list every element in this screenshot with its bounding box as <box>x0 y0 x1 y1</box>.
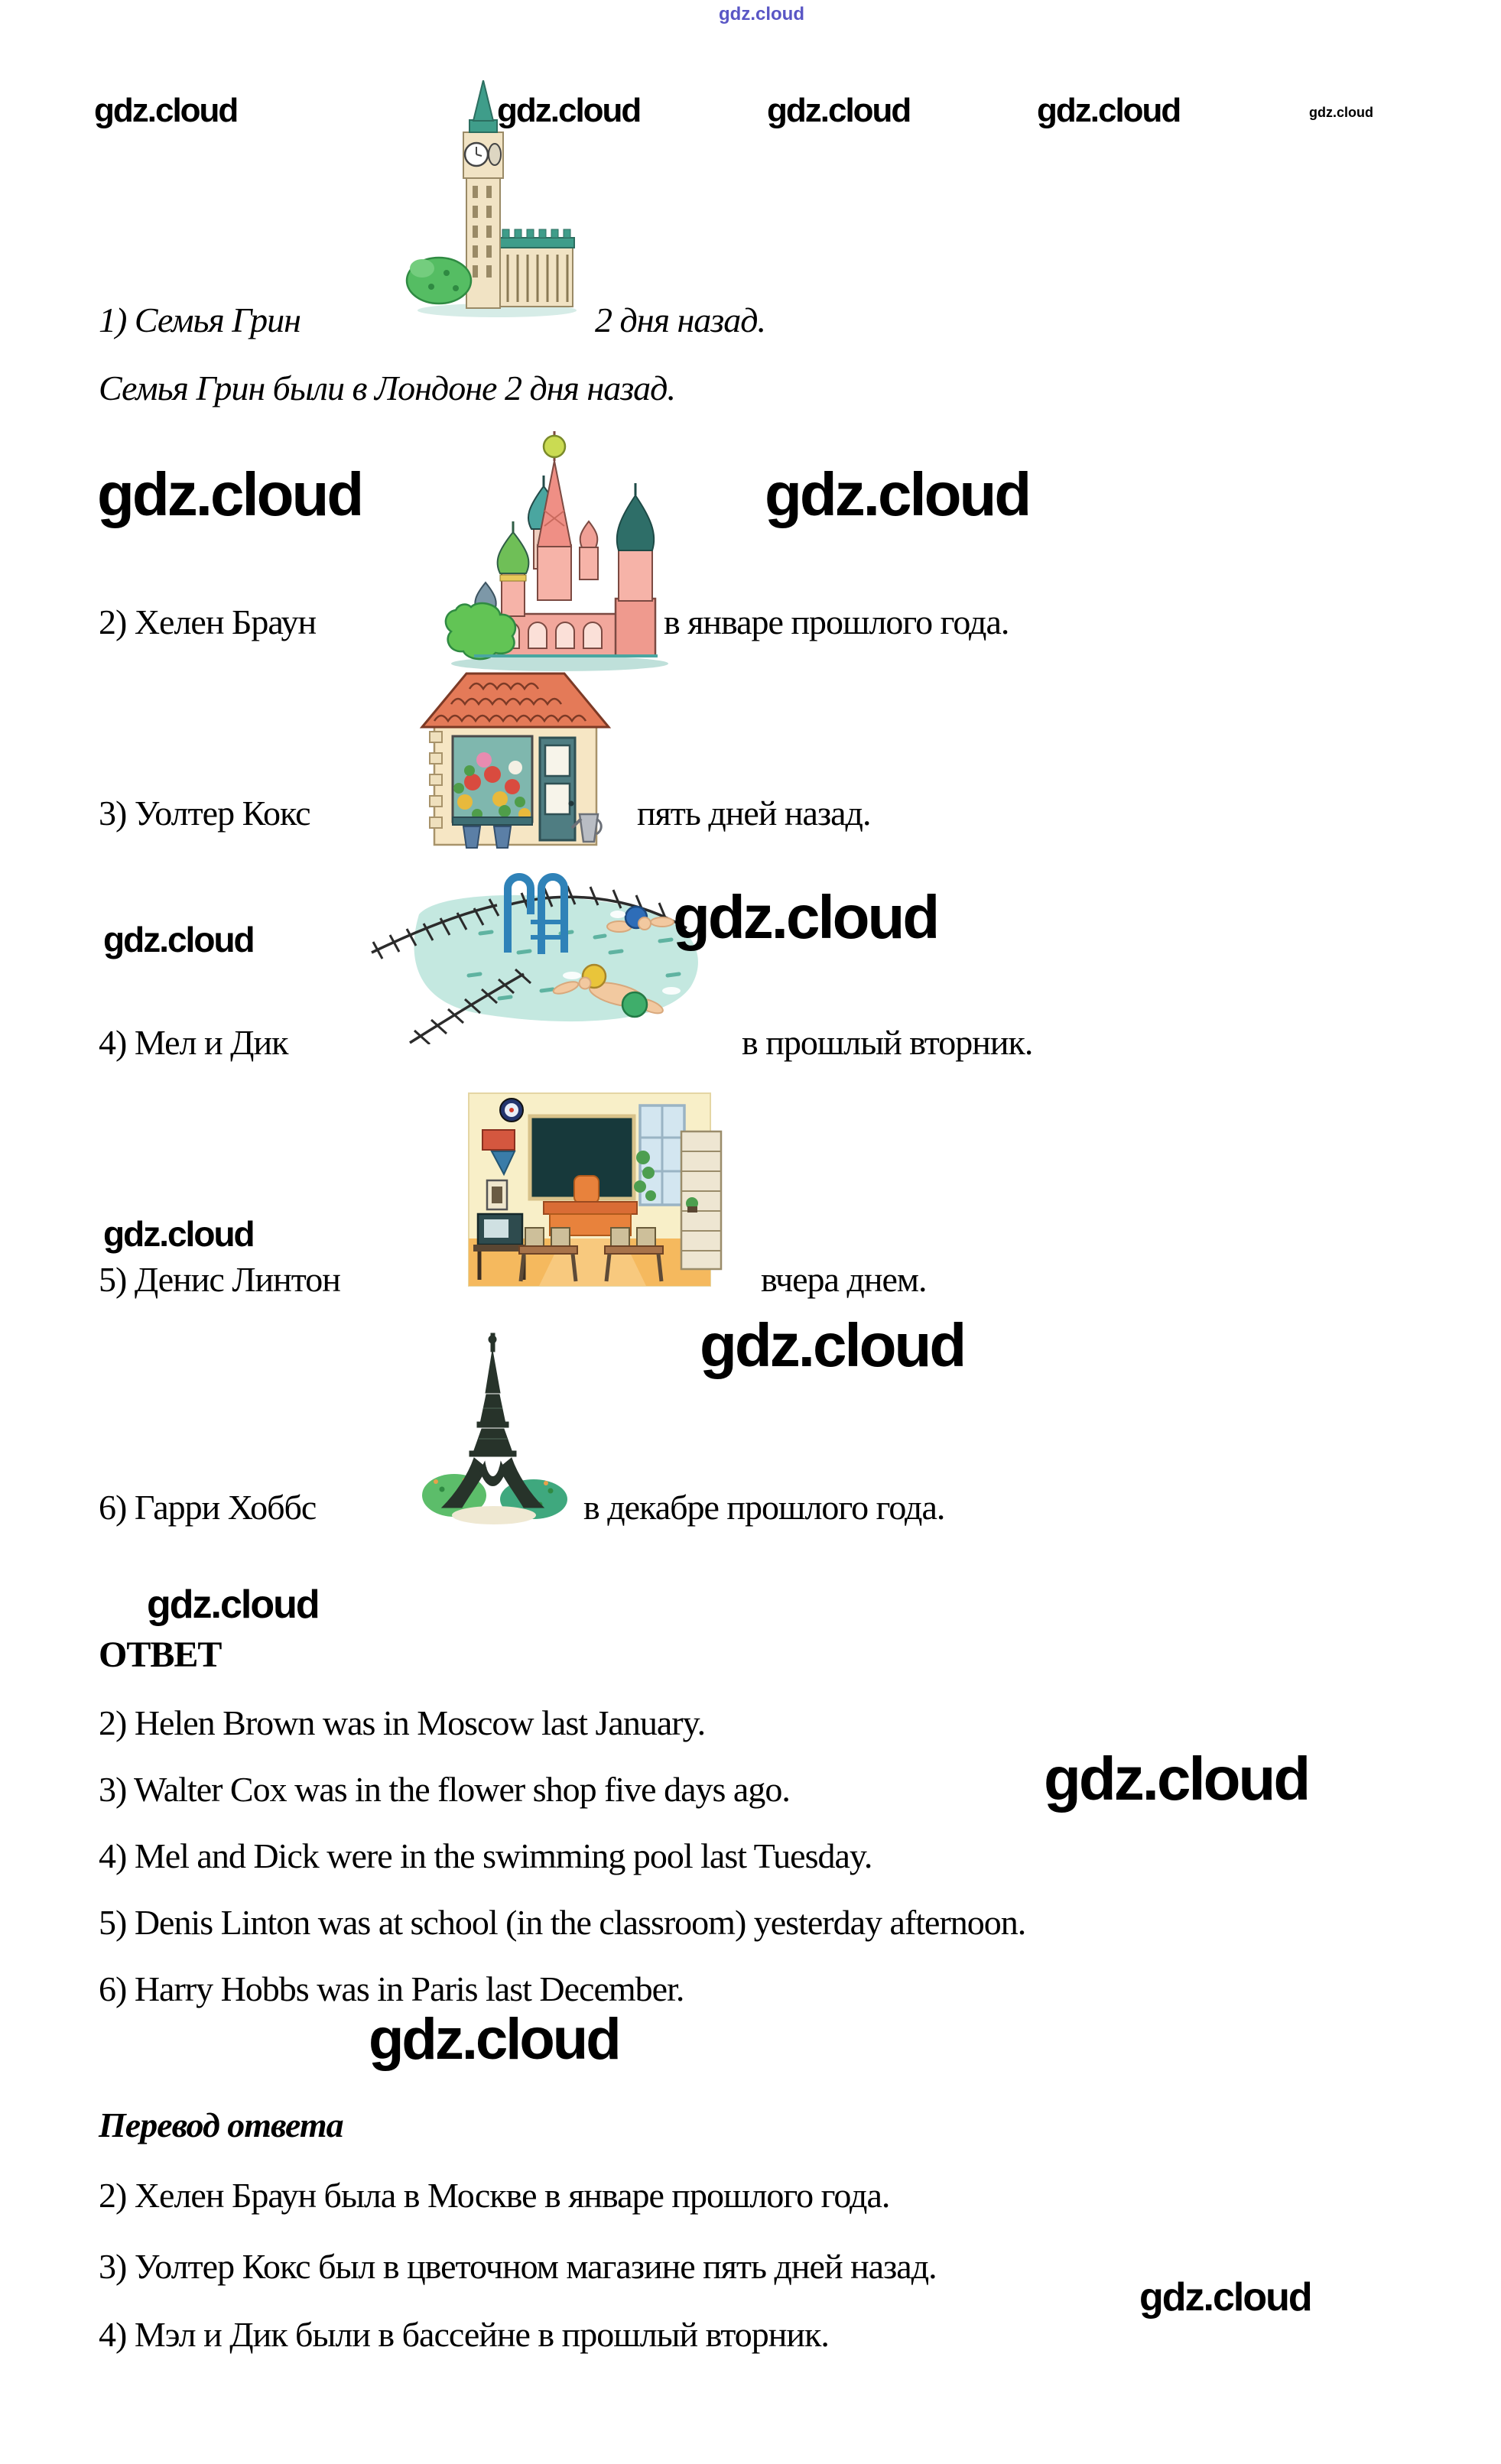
watermark: gdz.cloud <box>103 1214 254 1254</box>
eiffel-tower-illustration <box>419 1332 568 1527</box>
answer-line-5: 5) Denis Linton was at school (in the classroom) yesterday afternoon. <box>99 1903 1026 1942</box>
item6-prompt: 6) Гарри Хоббс <box>99 1488 317 1527</box>
classroom-illustration <box>447 1087 732 1303</box>
item6-tail: в декабре прошлого года. <box>583 1488 945 1527</box>
watermark-top-blue: gdz.cloud <box>719 4 804 24</box>
item4-prompt: 4) Мел и Дик <box>99 1023 288 1062</box>
watermark: gdz.cloud <box>1139 2275 1311 2320</box>
answer-line-2: 2) Helen Brown was in Moscow last January. <box>99 1703 706 1742</box>
st-basils-cathedral-illustration <box>428 419 681 679</box>
watermark: gdz.cloud <box>673 883 938 951</box>
watermark: gdz.cloud <box>1309 105 1373 120</box>
item2-prompt: 2) Хелен Браун <box>99 602 317 641</box>
translation-line-2: 2) Хелен Браун была в Москве в январе прошлого года. <box>99 2176 890 2215</box>
answer-line-6: 6) Harry Hobbs was in Paris last December. <box>99 1969 684 2008</box>
answers-header: ОТВЕТ <box>99 1635 222 1675</box>
item1-tail: 2 дня назад. <box>595 300 766 339</box>
answer-line-4: 4) Mel and Dick were in the swimming pool last Tuesday. <box>99 1836 872 1875</box>
translation-line-4: 4) Мэл и Дик были в бассейне в прошлый вторник. <box>99 2315 829 2354</box>
watermark: gdz.cloud <box>767 92 911 129</box>
answer-line-3: 3) Walter Cox was in the flower shop five days ago. <box>99 1770 790 1809</box>
big-ben-illustration <box>399 80 579 323</box>
item1-prompt: 1) Семья Грин <box>99 300 301 339</box>
watermark: gdz.cloud <box>147 1583 319 1627</box>
watermark: gdz.cloud <box>94 92 238 129</box>
watermark: gdz.cloud <box>103 920 254 959</box>
translation-header: Перевод ответа <box>99 2105 343 2144</box>
item3-prompt: 3) Уолтер Кокс <box>99 794 310 833</box>
translation-line-3: 3) Уолтер Кокс был в цветочном магазине пять дней назад. <box>99 2247 937 2286</box>
flower-shop-illustration <box>419 667 612 852</box>
item3-tail: пять дней назад. <box>637 794 871 833</box>
item5-tail: вчера днем. <box>761 1260 927 1299</box>
item1-filled-answer: Семья Грин были в Лондоне 2 дня назад. <box>99 368 675 407</box>
watermark: gdz.cloud <box>765 460 1030 528</box>
watermark: gdz.cloud <box>369 2007 619 2072</box>
watermark: gdz.cloud <box>700 1311 965 1379</box>
item2-tail: в январе прошлого года. <box>664 602 1009 641</box>
watermark: gdz.cloud <box>1037 92 1181 129</box>
item4-tail: в прошлый вторник. <box>742 1023 1033 1062</box>
watermark: gdz.cloud <box>497 92 641 129</box>
watermark: gdz.cloud <box>1044 1745 1309 1813</box>
item5-prompt: 5) Денис Линтон <box>99 1260 340 1299</box>
watermark: gdz.cloud <box>97 460 362 528</box>
